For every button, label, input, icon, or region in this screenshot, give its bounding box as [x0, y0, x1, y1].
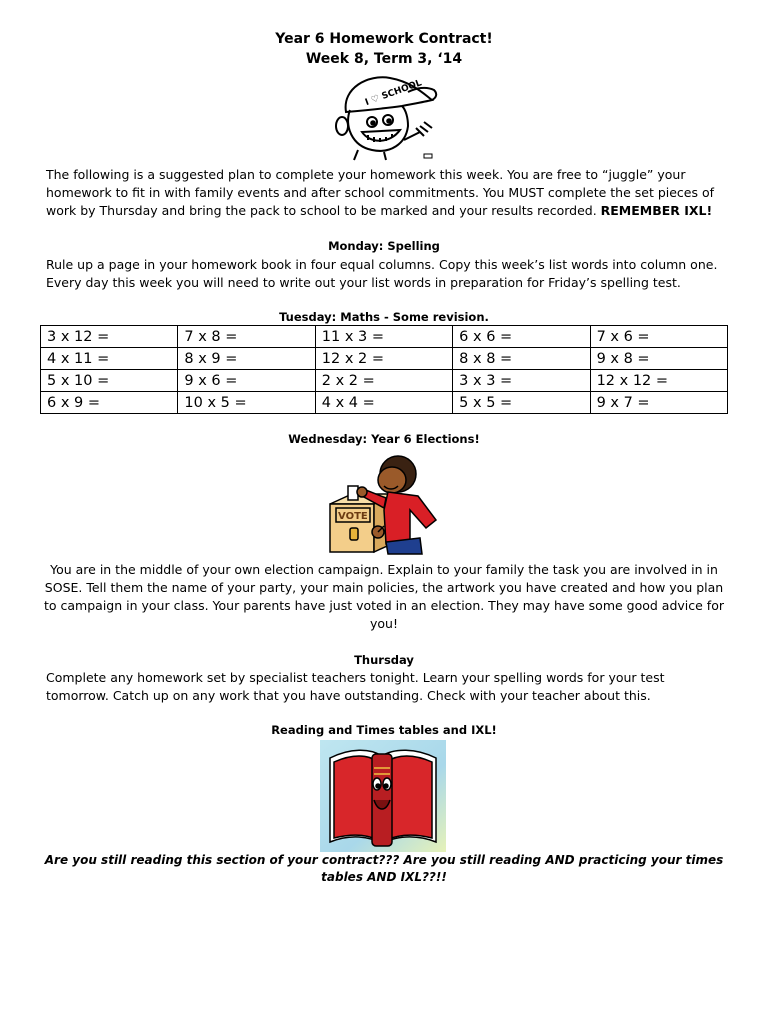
table-cell: 6 x 6 =	[453, 326, 590, 348]
table-cell: 7 x 8 =	[178, 326, 315, 348]
page-subtitle: Week 8, Term 3, ‘14	[305, 51, 463, 67]
intro-paragraph	[46, 166, 726, 220]
table-cell: 3 x 12 =	[41, 326, 178, 348]
table-cell: 3 x 3 =	[453, 370, 590, 392]
reading-heading: Reading and Times tables and IXL!	[271, 723, 497, 737]
intro-text: The following is a suggested plan to complete your homework this week. You are free to “juggle” your homework to fit in with family events and after school commitments. You MUST complete the set pieces of work by Thursday and bring the pack to school to be marked and your results recorded.	[46, 167, 715, 218]
table-cell: 9 x 7 =	[590, 392, 727, 414]
wednesday-paragraph: You are in the middle of your own election campaign. Explain to your family the task you are involved in in SOSE. Tell them the name of your party, your main policies, the artwork you have created and how you plan to campaign in your class. Your parents have just voted in an election. They may have some good advice for you!	[44, 562, 724, 631]
page-title: Year 6 Homework Contract!	[275, 31, 493, 47]
table-cell: 11 x 3 =	[315, 326, 452, 348]
table-cell: 12 x 12 =	[590, 370, 727, 392]
table-cell: 9 x 8 =	[590, 348, 727, 370]
wednesday-heading: Wednesday: Year 6 Elections!	[288, 432, 480, 446]
table-cell: 4 x 11 =	[41, 348, 178, 370]
intro-emphasis: REMEMBER IXL!	[600, 203, 713, 218]
child-voting-illustration	[326, 450, 444, 556]
table-cell: 8 x 9 =	[178, 348, 315, 370]
table-row	[41, 348, 728, 370]
table-cell: 2 x 2 =	[315, 370, 452, 392]
boy-with-school-cap-illustration	[328, 70, 440, 162]
monday-heading: Monday: Spelling	[328, 239, 440, 253]
table-row	[41, 370, 728, 392]
table-cell: 6 x 9 =	[41, 392, 178, 414]
table-cell: 7 x 6 =	[590, 326, 727, 348]
table-cell: 8 x 8 =	[453, 348, 590, 370]
ballot-box-label: VOTE	[338, 511, 368, 522]
table-cell: 10 x 5 =	[178, 392, 315, 414]
multiplication-table	[40, 325, 728, 414]
monday-paragraph: Rule up a page in your homework book in four equal columns. Copy this week’s list words into column one. Every day this week you will need to write out your list words in preparation for Friday’s spelling test.	[46, 257, 718, 290]
cap-text: I ♡ SCHOOL	[363, 78, 424, 109]
table-cell: 12 x 2 =	[315, 348, 452, 370]
thursday-paragraph: Complete any homework set by specialist teachers tonight. Learn your spelling words for your test tomorrow. Catch up on any work that you have outstanding. Check with your teacher about this.	[46, 670, 665, 703]
tuesday-heading: Tuesday: Maths - Some revision.	[279, 310, 489, 324]
table-row	[41, 392, 728, 414]
smiling-book-illustration	[320, 740, 446, 852]
table-cell: 5 x 5 =	[453, 392, 590, 414]
closing-message: Are you still reading this section of your contract??? Are you still reading AND practicing your times tables AND IXL??!!	[44, 853, 724, 884]
table-cell: 9 x 6 =	[178, 370, 315, 392]
thursday-heading: Thursday	[354, 653, 414, 667]
table-cell: 5 x 10 =	[41, 370, 178, 392]
table-row	[41, 326, 728, 348]
table-cell: 4 x 4 =	[315, 392, 452, 414]
